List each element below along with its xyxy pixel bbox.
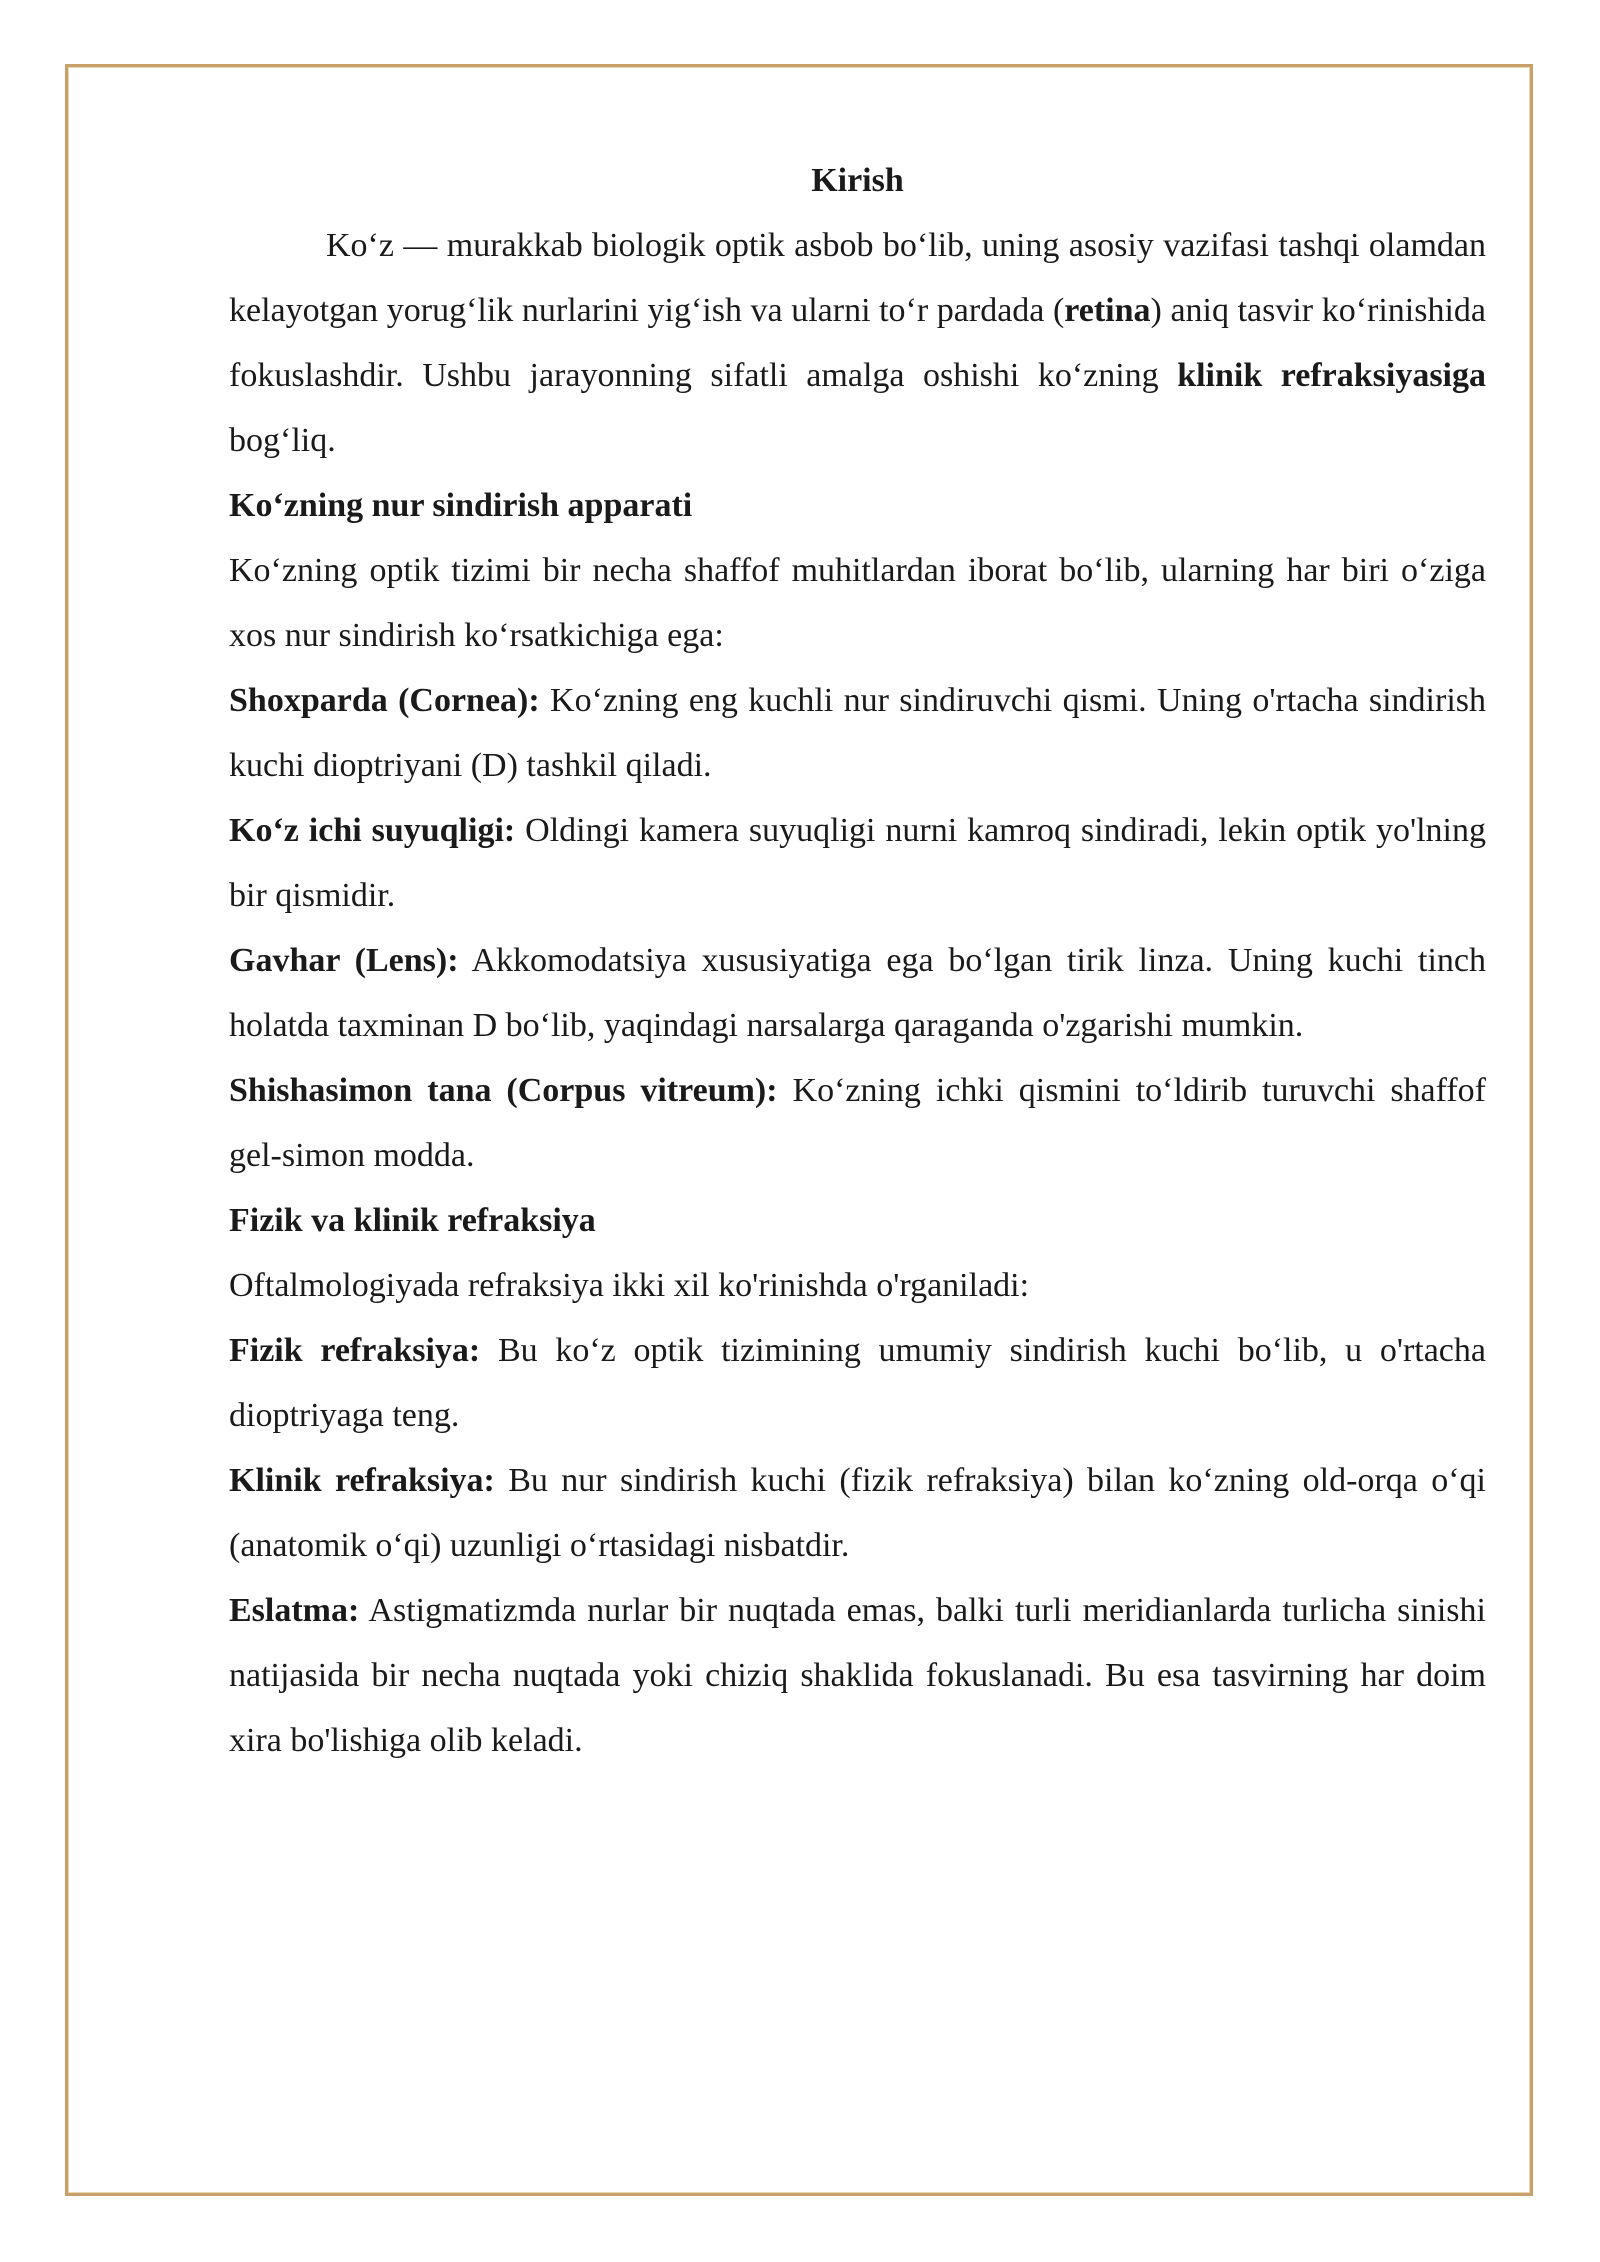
definition-text: Ko‘zning ichki qismini to‘ldirib turuvchi shaffof gel-simon modda. <box>229 1072 1486 1174</box>
note-text: Astigmatizmda nurlar bir nuqtada emas, balki turli meridianlarda turlicha sinishi natijasida bir necha nuqtada yoki chiziq shaklida fokuslanadi. Bu esa tasvirning har doim xira bo'lishiga olib keladi. <box>229 1592 1486 1759</box>
definition-clinical-refraction <box>229 1448 1486 1578</box>
section1-intro-paragraph: Ko‘zning optik tizimi bir necha shaffof muhitlardan iborat bo‘lib, ularning har biri o‘ziga xos nur sindirish ko‘rsatkichiga ega: <box>229 552 1486 654</box>
intro-bold-clinical-refraction: klinik refraksiyasiga <box>1177 357 1486 394</box>
definition-text: Bu ko‘z optik tizimining umumiy sindirish kuchi bo‘lib, u o'rtacha dioptriyaga teng. <box>229 1332 1486 1434</box>
definition-term: Shishasimon tana (Corpus vitreum): <box>229 1072 778 1109</box>
document-body <box>229 148 1486 1773</box>
definition-aqueous-humor <box>229 798 1486 928</box>
intro-text-part-3: bog‘liq. <box>229 422 336 459</box>
definition-physical-refraction <box>229 1318 1486 1448</box>
definition-text: Akkomodatsiya xususiyatiga ega bo‘lgan tirik linza. Uning kuchi tinch holatda taxminan D bo‘lib, yaqindagi narsalarga qaraganda o'zgarishi mumkin. <box>229 942 1486 1044</box>
note-label: Eslatma: <box>229 1592 360 1629</box>
definition-cornea <box>229 668 1486 798</box>
definition-term: Klinik refraksiya: <box>229 1462 495 1499</box>
note-astigmatism <box>229 1578 1486 1773</box>
definition-term: Fizik refraksiya: <box>229 1332 481 1369</box>
definition-term: Ko‘z ichi suyuqligi: <box>229 812 516 849</box>
definition-lens <box>229 928 1486 1058</box>
section-heading-physical-clinical-refraction: Fizik va klinik refraksiya <box>229 1202 596 1239</box>
intro-bold-retina: retina <box>1064 292 1151 329</box>
definition-text: Oldingi kamera suyuqligi nurni kamroq sindiradi, lekin optik yo'lning bir qismidir. <box>229 812 1486 914</box>
document-title: Kirish <box>811 162 904 199</box>
definition-term: Shoxparda (Cornea): <box>229 682 540 719</box>
intro-paragraph <box>229 213 1486 473</box>
definition-text: Bu nur sindirish kuchi (fizik refraksiya) bilan ko‘zning old-orqa o‘qi (anatomik o‘qi) uzunligi o‘rtasidagi nisbatdir. <box>229 1462 1486 1564</box>
definition-vitreous-body <box>229 1058 1486 1188</box>
intro-text-part-2: ) aniq tasvir ko‘rinishida fokuslashdir. Ushbu jarayonning sifatli amalga oshishi ko‘zning <box>229 292 1486 394</box>
definition-term: Gavhar (Lens): <box>229 942 459 979</box>
intro-text-part-1: Ko‘z — murakkab biologik optik asbob bo‘lib, uning asosiy vazifasi tashqi olamdan kelayotgan yorug‘lik nurlarini yig‘ish va ularni to‘r pardada ( <box>229 227 1486 329</box>
section-heading-refractive-apparatus: Ko‘zning nur sindirish apparati <box>229 487 693 524</box>
definition-text: Ko‘zning eng kuchli nur sindiruvchi qismi. Uning o'rtacha sindirish kuchi dioptriyani (D) tashkil qiladi. <box>229 682 1487 784</box>
section2-intro-paragraph: Oftalmologiyada refraksiya ikki xil ko'rinishda o'rganiladi: <box>229 1267 1030 1304</box>
